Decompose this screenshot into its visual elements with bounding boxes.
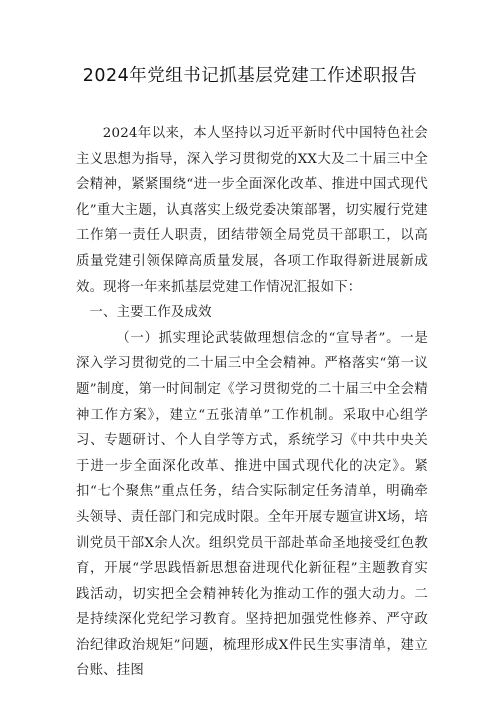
- document-title: 2024年党组书记抓基层党建工作述职报告: [82, 66, 418, 86]
- subsection-paragraph: （一）抓实理论武装做理想信念的“宣导者”。一是深入学习贯彻党的二十届三中全会精神。严格落实“第一议题”制度，第一时间制定《学习贯彻党的二十届三中全会精神工作方案》，建立“五张清单”工作机制。采取中心组学习、专题研讨、个人自学等方式，系统学习《中共中央关于进一步全面深化改革、推进中国式现代化的决定》。紧扣“七个聚焦”重点任务，结合实际制定任务清单，明确牵头领导、责任部门和完成时限。全年开展专题宣讲X场，培训党员干部X余人次。组织党员干部赴革命圣地接受红色教育，开展“学思践悟新思想奋进现代化新征程”主题教育实践活动，切实把全会精神转化为推动工作的强大动力。二是持续深化党纪学习教育。坚持把加强党性修养、严守政治纪律政治规矩”问题，梳理形成X件民生实事清单，建立台账、挂图: [76, 330, 428, 679]
- section-heading: 一、主要工作及成效: [89, 305, 212, 321]
- document-body: [76, 121, 428, 684]
- intro-paragraph: 2024年以来，本人坚持以习近平新时代中国特色社会主义思想为指导，深入学习贯彻党的XX大及二十届三中全会精神，紧紧围绕“进一步全面深化改革、推进中国式现代化”重大主题，认真落实上级党委决策部署，切实履行党建工作第一责任人职责，团结带领全局党员干部职工，以高质量党建引领保障高质量发展，各项工作取得新进展新成效。现将一年来抓基层党建工作情况汇报如下：: [76, 126, 428, 295]
